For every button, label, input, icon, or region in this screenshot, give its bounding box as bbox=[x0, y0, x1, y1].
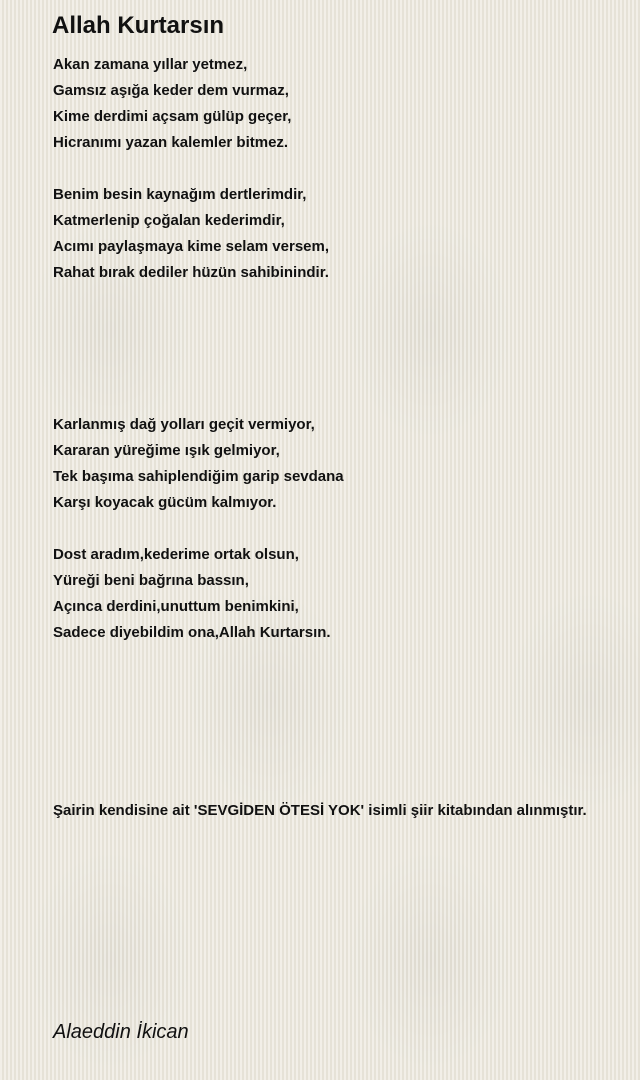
poem-line: Kime derdimi açsam gülüp geçer, bbox=[53, 108, 292, 125]
poem-line: Karşı koyacak gücüm kalmıyor. bbox=[53, 494, 277, 511]
stanza-4 bbox=[53, 542, 331, 646]
stanza-2 bbox=[53, 182, 329, 286]
poem-line: Kararan yüreğime ışık gelmiyor, bbox=[53, 442, 280, 459]
poem-line: Rahat bırak dediler hüzün sahibinindir. bbox=[53, 264, 329, 281]
poem-line: Gamsız aşığa keder dem vurmaz, bbox=[53, 82, 289, 99]
poem-line: Katmerlenip çoğalan kederimdir, bbox=[53, 212, 285, 229]
poem-line: Dost aradım,kederime ortak olsun, bbox=[53, 546, 299, 563]
stanza-3 bbox=[53, 412, 344, 516]
poem-line: Akan zamana yıllar yetmez, bbox=[53, 56, 248, 73]
poem-line: Yüreği beni bağrına bassın, bbox=[53, 572, 249, 589]
source-note: Şairin kendisine ait 'SEVGİDEN ÖTESİ YOK' isimli şiir kitabından alınmıştır. bbox=[53, 802, 587, 819]
author-name: Alaeddin İkican bbox=[53, 1021, 189, 1043]
poem-line: Açınca derdini,unuttum benimkini, bbox=[53, 598, 299, 615]
poem-line: Sadece diyebildim ona,Allah Kurtarsın. bbox=[53, 624, 331, 641]
poem-line: Karlanmış dağ yolları geçit vermiyor, bbox=[53, 416, 315, 433]
poem-line: Benim besin kaynağım dertlerimdir, bbox=[53, 186, 307, 203]
poem-line: Hicranımı yazan kalemler bitmez. bbox=[53, 134, 289, 151]
poem-title: Allah Kurtarsın bbox=[52, 12, 225, 39]
poem-line: Acımı paylaşmaya kime selam versem, bbox=[53, 238, 330, 255]
poem-line: Tek başıma sahiplendiğim garip sevdana bbox=[53, 468, 344, 485]
stanza-1 bbox=[53, 52, 291, 156]
